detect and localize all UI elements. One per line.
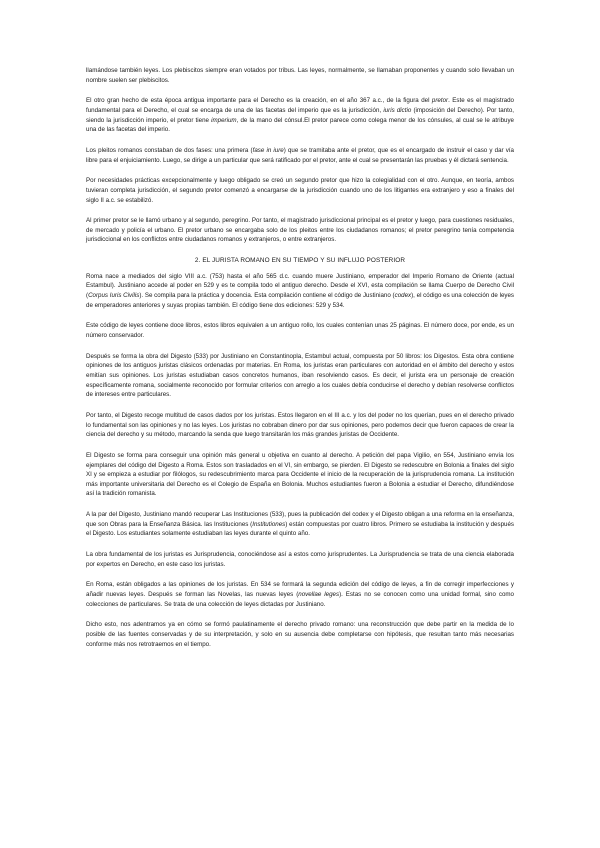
- paragraph-plebiscitos: llamándose también leyes. Los plebiscitos siempre eran votados por tribus. Las leyes, normalmente, se llamaban proponentes y cuando solo llevaban un nombre suelen ser plebiscitos.: [86, 67, 514, 84]
- paragraph-pleitos: Los pleitos romanos constaban de dos fases: una primera (fase in iure) que se tramitaba ante el pretor, que es el encargado de instruir el caso y dar vía libre para el enjuiciamiento. Luego, se dirige a un particular que será ratificado por el pretor, ante el cual se presentarán las pruebas y él dictará sentencia.: [86, 146, 514, 164]
- paragraph-digesto: Después se forma la obra del Digesto (533) por Justiniano en Constantinopla, Estambul actual, compuesta por 50 libros: los Digestos. Esta obra contiene opiniones de los antiguos juristas clásicos ordenadas por materias. En Roma, los juristas eran particulares con autoridad en el ámbito del derecho y estos emitían sus opiniones. Los juristas estudiaban casos concretos humanos, iban resolviendo casos. Es decir, el jurista era un personaje de creación específicamente romana, socialmente reconocido por formular criterios con arreglo a los cuales debía conducirse el derecho y debían resolverse conflictos de intereses entre particulares.: [86, 352, 514, 399]
- paragraph-codigo: Este código de leyes contiene doce libros, estos libros equivalen a un antiguo rollo, los cuales contenían unas 25 páginas. El número doce, por ende, es un número conservador.: [86, 322, 514, 339]
- paragraph-instituciones: A la par del Digesto, Justiniano mandó recuperar Las Instituciones (533), pues la publicación del codex y el Digesto obligan a una reforma en la enseñanza, que son Obras para la Enseñanza Básica. las Instituciones (Institutiones) están compuestas por cuatro libros. Primero se estudiaba la institución y después el Digesto. Los estudiantes solamente estudiaban las leyes durante el quinto año.: [86, 511, 514, 538]
- paragraph-justiniano: Roma nace a mediados del siglo VIII a.c. (753) hasta el año 565 d.c. cuando muere Justiniano, emperador del Imperio Romano de Oriente (actual Estambul). Justiniano accede al poder en 529 y es te compila todo el antiguo derecho. Desde el XVI, esta compilación se llama Cuerpo de Derecho Civil (Corpus Iuris Civilis). Se compila para la práctica y docencia. Esta compilación contiene el código de Justiniano (codex), el código es una colección de leyes de emperadores anteriores y suyas propias también. El código tiene dos ediciones: 529 y 534.: [86, 272, 515, 309]
- paragraph-juristas: Por tanto, el Digesto recoge multitud de casos dados por los juristas. Estos llegaron en el III a.c. y los del poder no los querían, pues en el derecho privado lo fundamental son las opiniones y no las leyes. Los juristas no cobraban dinero por dar sus opiniones, pero podemos decir que fueron capaces de crear la ciencia del derecho y su método, marcando la senda que luego transitarán los más grandes juristas de Occidente.: [86, 411, 514, 439]
- paragraph-novelas: En Roma, están obligados a las opiniones de los juristas. En 534 se formará la segunda edición del código de leyes, a fin de corregir imperfecciones y añadir nuevas leyes. Después se forman las Novelas, las nuevas leyes (novellae leges). Estas no se conocen como una unidad formal, sino como colecciones de particulares. Se trata de una colección de leyes dictadas por Justiniano.: [86, 581, 514, 608]
- section-heading: 2. EL JURISTA ROMANO EN SU TIEMPO Y SU INFLUJO POSTERIOR: [194, 257, 406, 265]
- paragraph-segundo-pretor: Por necesidades prácticas excepcionalmente y luego obligado se creó un segundo pretor que hizo la colegialidad con el otro. Aunque, en teoría, ambos tuvieran completa jurisdicción, el segundo pretor comenzó a encargarse de la jurisdicción cuando uno de los litigantes era extranjero y eso a finales del siglo II a.c. se estabilizó.: [86, 177, 514, 204]
- paragraph-bolonia: El Digesto se forma para conseguir una opinión más general u objetiva en cuanto al derecho. A petición del papa Vigilio, en 554, Justiniano envía los ejemplares del código del Digesto a Roma. Estos son trasladados en el VI, sin embargo, se pierden. El Digesto se redescubre en Bolonia a finales del siglo XI y se empieza a estudiar por filólogos, su redescubrimiento marca para Occidente el inicio de la recuperación de la jurisprudencia romana. La institución más importante universitaria del Derecho es el Colegio de España en Bolonia. Muchos estudiantes fueron a Bolonia a estudiar el Derecho, difundiéndose así la tradición romanista.: [86, 451, 514, 498]
- paragraph-pretor: El otro gran hecho de esta época antigua importante para el Derecho es la creación, en el año 367 a.c., de la figura del pretor. Este es el magistrado fundamental para el Derecho, el cual se encarga de una de las facetas del imperio que es la jurisdicción, iuris dictio (imposición del Derecho). Por tanto, siendo la jurisdicción imperio, el pretor tiene imperium, de la mano del cónsul.El pretor parece como colega menor de los cónsules, al cual se le atribuye una de las facetas del imperio.: [86, 97, 515, 134]
- paragraph-urbano-peregrino: Al primer pretor se le llamó urbano y al segundo, peregrino. Por tanto, el magistrado jurisdiccional principal es el pretor y luego, para cuestiones residuales, de mercado y policía el urbano. El pretor urbano se encargaba solo de los pleitos entre los ciudadanos romanos; el pretor peregrino tenía competencia jurisdiccional en los conflictos entre ciudadanos romanos y extranjeros, o entre extranjeros.: [86, 217, 514, 244]
- paragraph-conclusion: Dicho esto, nos adentramos ya en cómo se formó paulatinamente el derecho privado romano: una reconstrucción que debe partir en la medida de lo posible de las fuentes conservadas y de su interpretación, y solo en su ausencia debe completarse con hipótesis, que resultan tanto más necesarias conforme más nos retrotraemos en el tiempo.: [86, 621, 514, 648]
- paragraph-jurisprudencia: La obra fundamental de los juristas es Jurisprudencia, conociéndose así a estos como jurisprudentes. La Jurisprudencia se trata de una ciencia elaborada por expertos en Derecho, en este caso los juristas.: [86, 551, 514, 568]
